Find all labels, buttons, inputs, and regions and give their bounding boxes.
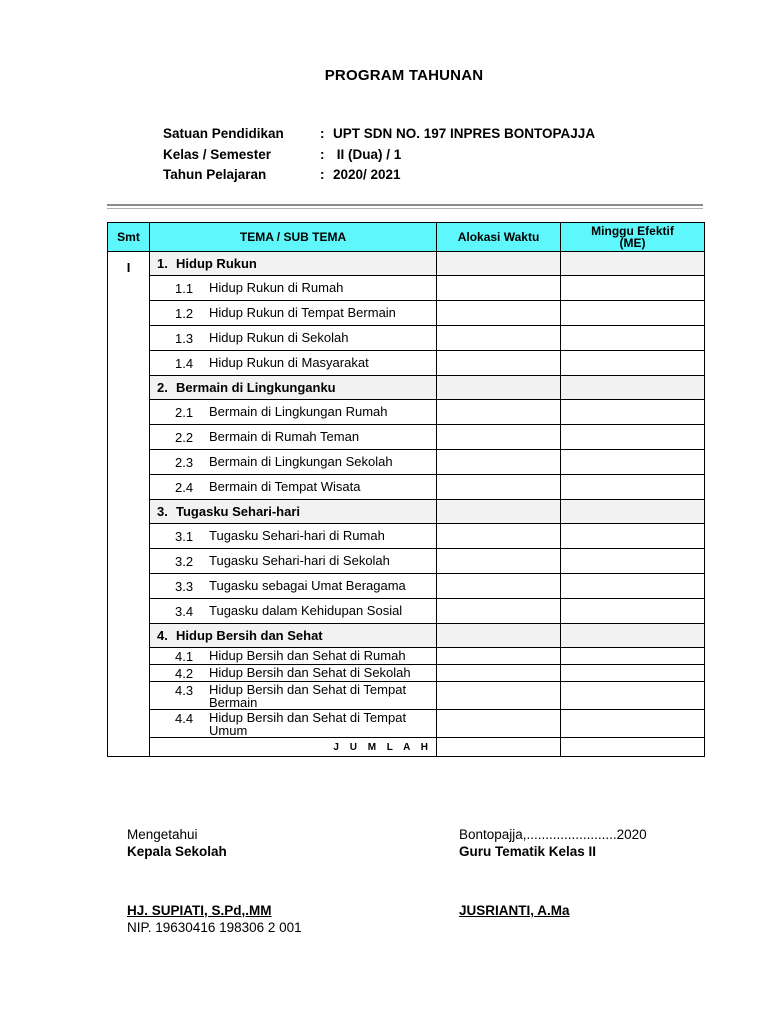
subtheme-row	[108, 682, 705, 710]
alokasi-waktu-cell[interactable]	[437, 524, 561, 549]
signature-left	[127, 827, 227, 860]
theme-title-cell	[150, 376, 437, 400]
subtheme-cell	[150, 524, 437, 549]
subtheme-title: Bermain di Tempat Wisata	[209, 478, 361, 494]
alokasi-waktu-cell[interactable]	[437, 624, 561, 648]
alokasi-waktu-cell[interactable]	[437, 376, 561, 400]
header-minggu-line2: (ME)	[619, 236, 646, 250]
signature-left-name: HJ. SUPIATI, S.Pd,.MM	[127, 903, 272, 918]
theme-title-cell	[150, 252, 437, 276]
theme-row	[108, 500, 705, 524]
signature-right	[459, 827, 647, 860]
minggu-efektif-cell[interactable]	[561, 682, 705, 710]
subtheme-number: 3.2	[175, 553, 194, 569]
subtheme-title: Hidup Bersih dan Sehat di Tempat Umum	[209, 709, 407, 738]
signature-left-line1: Mengetahui	[127, 827, 198, 842]
minggu-efektif-cell[interactable]	[561, 301, 705, 326]
subtheme-cell	[150, 351, 437, 376]
semester-cell: I	[108, 252, 150, 757]
minggu-efektif-cell[interactable]	[561, 549, 705, 574]
info-separator: :	[320, 146, 325, 162]
subtheme-title: Bermain di Rumah Teman	[209, 428, 360, 444]
theme-row	[108, 624, 705, 648]
subtheme-row	[108, 549, 705, 574]
signature-left-role: Kepala Sekolah	[127, 843, 227, 859]
subtheme-number: 1.3	[175, 330, 194, 346]
subtheme-cell	[150, 574, 437, 599]
subtheme-title: Tugasku Sehari-hari di Rumah	[209, 527, 385, 543]
theme-title: Hidup Bersih dan Sehat	[176, 628, 323, 643]
minggu-efektif-cell[interactable]	[561, 500, 705, 524]
subtheme-cell	[150, 648, 437, 665]
alokasi-waktu-cell[interactable]	[437, 276, 561, 301]
minggu-efektif-cell[interactable]	[561, 665, 705, 682]
info-separator: :	[320, 126, 325, 141]
subtheme-cell	[150, 400, 437, 425]
subtheme-row	[108, 599, 705, 624]
subtheme-title: Bermain di Lingkungan Sekolah	[209, 453, 393, 469]
subtheme-number: 1.4	[175, 355, 194, 371]
page-title: PROGRAM TAHUNAN	[324, 67, 484, 84]
table-body	[108, 252, 705, 757]
subtheme-number: 4.4	[175, 710, 194, 726]
info-value: II (Dua) / 1	[333, 146, 402, 162]
subtheme-title: Hidup Rukun di Sekolah	[209, 329, 349, 345]
minggu-efektif-cell[interactable]	[561, 326, 705, 351]
alokasi-waktu-cell[interactable]	[437, 665, 561, 682]
signature-right-place-date: Bontopajja,........................2020	[459, 827, 647, 842]
header-tema: TEMA / SUB TEMA	[150, 223, 437, 252]
info-value: UPT SDN NO. 197 INPRES BONTOPAJJA	[333, 126, 596, 141]
subtheme-number: 3.4	[175, 603, 194, 619]
minggu-efektif-cell[interactable]	[561, 648, 705, 665]
signature-left-name-block	[127, 903, 302, 936]
subtheme-cell	[150, 450, 437, 475]
minggu-efektif-cell[interactable]	[561, 475, 705, 500]
subtheme-title: Tugasku sebagai Umat Beragama	[209, 577, 406, 593]
theme-title-cell	[150, 500, 437, 524]
subtheme-number: 3.3	[175, 578, 194, 594]
signature-right-name: JUSRIANTI, A.Ma	[459, 903, 570, 918]
theme-number: 1.	[157, 256, 168, 271]
subtheme-cell	[150, 682, 437, 710]
alokasi-waktu-cell[interactable]	[437, 549, 561, 574]
subtheme-title: Hidup Bersih dan Sehat di Sekolah	[209, 664, 411, 680]
subtheme-row	[108, 351, 705, 376]
minggu-efektif-cell[interactable]	[561, 574, 705, 599]
subtheme-row	[108, 301, 705, 326]
minggu-efektif-cell[interactable]	[561, 624, 705, 648]
table-header-row	[108, 223, 705, 252]
minggu-efektif-cell[interactable]	[561, 276, 705, 301]
alokasi-waktu-cell[interactable]	[437, 326, 561, 351]
minggu-efektif-cell[interactable]	[561, 376, 705, 400]
header-minggu-line1: Minggu Efektif	[591, 224, 674, 238]
signature-right-role: Guru Tematik Kelas II	[459, 843, 597, 859]
subtheme-cell	[150, 710, 437, 738]
subtheme-title: Hidup Bersih dan Sehat di Tempat Bermain	[209, 681, 407, 710]
subtheme-row	[108, 425, 705, 450]
subtheme-row	[108, 665, 705, 682]
alokasi-waktu-cell[interactable]	[437, 301, 561, 326]
divider	[107, 204, 703, 206]
alokasi-waktu-cell[interactable]	[437, 648, 561, 665]
subtheme-title: Hidup Rukun di Rumah	[209, 279, 344, 295]
subtheme-number: 2.2	[175, 429, 194, 445]
minggu-efektif-cell[interactable]	[561, 599, 705, 624]
subtheme-number: 4.1	[175, 648, 194, 664]
theme-title-cell	[150, 624, 437, 648]
subtheme-row	[108, 450, 705, 475]
alokasi-waktu-cell[interactable]	[437, 574, 561, 599]
subtheme-number: 4.3	[175, 682, 194, 698]
subtheme-cell	[150, 301, 437, 326]
signature-right-name-block	[459, 903, 570, 920]
theme-title: Tugasku Sehari-hari	[176, 504, 301, 519]
info-value: 2020/ 2021	[333, 167, 401, 182]
subtheme-title: Tugasku dalam Kehidupan Sosial	[209, 602, 403, 618]
info-row	[163, 126, 595, 147]
program-table	[107, 222, 705, 757]
jumlah-label: J U M L A H	[150, 738, 437, 757]
subtheme-row	[108, 524, 705, 549]
header-minggu-efektif	[561, 223, 705, 252]
minggu-efektif-cell[interactable]	[561, 524, 705, 549]
alokasi-waktu-cell[interactable]	[437, 710, 561, 738]
header-alokasi: Alokasi Waktu	[437, 223, 561, 252]
alokasi-waktu-cell[interactable]	[437, 252, 561, 276]
subtheme-cell	[150, 599, 437, 624]
theme-row	[108, 376, 705, 400]
total-row	[108, 738, 705, 757]
identity-block	[163, 126, 595, 188]
minggu-efektif-cell[interactable]	[561, 252, 705, 276]
subtheme-cell	[150, 276, 437, 301]
alokasi-waktu-cell[interactable]	[437, 351, 561, 376]
minggu-efektif-cell[interactable]	[561, 400, 705, 425]
theme-title: Bermain di Lingkunganku	[176, 380, 336, 395]
theme-number: 2.	[157, 380, 168, 395]
subtheme-title: Hidup Rukun di Masyarakat	[209, 354, 369, 370]
subtheme-number: 2.4	[175, 479, 194, 495]
alokasi-waktu-cell[interactable]	[437, 425, 561, 450]
subtheme-title: Bermain di Lingkungan Rumah	[209, 403, 388, 419]
alokasi-waktu-cell[interactable]	[437, 599, 561, 624]
info-label: Tahun Pelajaran	[163, 167, 267, 182]
subtheme-row	[108, 574, 705, 599]
subtheme-number: 1.2	[175, 305, 194, 321]
subtheme-title: Hidup Rukun di Tempat Bermain	[209, 304, 396, 320]
subtheme-row	[108, 648, 705, 665]
theme-number: 3.	[157, 504, 168, 519]
subtheme-cell	[150, 475, 437, 500]
signature-left-nip: NIP. 19630416 198306 2 001	[127, 919, 302, 935]
subtheme-number: 3.1	[175, 528, 194, 544]
minggu-efektif-cell[interactable]	[561, 450, 705, 475]
info-label: Satuan Pendidikan	[163, 126, 284, 141]
alokasi-waktu-total[interactable]	[437, 738, 561, 757]
subtheme-number: 2.1	[175, 404, 194, 420]
theme-number: 4.	[157, 628, 168, 643]
theme-row	[108, 252, 705, 276]
alokasi-waktu-cell[interactable]	[437, 400, 561, 425]
subtheme-title: Hidup Bersih dan Sehat di Rumah	[209, 647, 406, 663]
minggu-efektif-cell[interactable]	[561, 425, 705, 450]
subtheme-cell	[150, 326, 437, 351]
subtheme-number: 4.2	[175, 665, 194, 681]
subtheme-cell	[150, 665, 437, 682]
theme-title: Hidup Rukun	[176, 256, 257, 271]
subtheme-row	[108, 400, 705, 425]
minggu-efektif-total[interactable]	[561, 738, 705, 757]
info-row	[163, 147, 595, 168]
info-separator: :	[320, 167, 325, 182]
header-smt: Smt	[108, 223, 150, 252]
subtheme-title: Tugasku Sehari-hari di Sekolah	[209, 552, 390, 568]
alokasi-waktu-cell[interactable]	[437, 450, 561, 475]
info-row	[163, 167, 595, 188]
subtheme-row	[108, 326, 705, 351]
alokasi-waktu-cell[interactable]	[437, 475, 561, 500]
subtheme-cell	[150, 425, 437, 450]
subtheme-number: 2.3	[175, 454, 194, 470]
alokasi-waktu-cell[interactable]	[437, 500, 561, 524]
minggu-efektif-cell[interactable]	[561, 351, 705, 376]
subtheme-row	[108, 710, 705, 738]
alokasi-waktu-cell[interactable]	[437, 682, 561, 710]
subtheme-number: 1.1	[175, 280, 194, 296]
info-label: Kelas / Semester	[163, 146, 272, 162]
subtheme-cell	[150, 549, 437, 574]
subtheme-row	[108, 475, 705, 500]
minggu-efektif-cell[interactable]	[561, 710, 705, 738]
divider	[107, 208, 703, 209]
subtheme-row	[108, 276, 705, 301]
